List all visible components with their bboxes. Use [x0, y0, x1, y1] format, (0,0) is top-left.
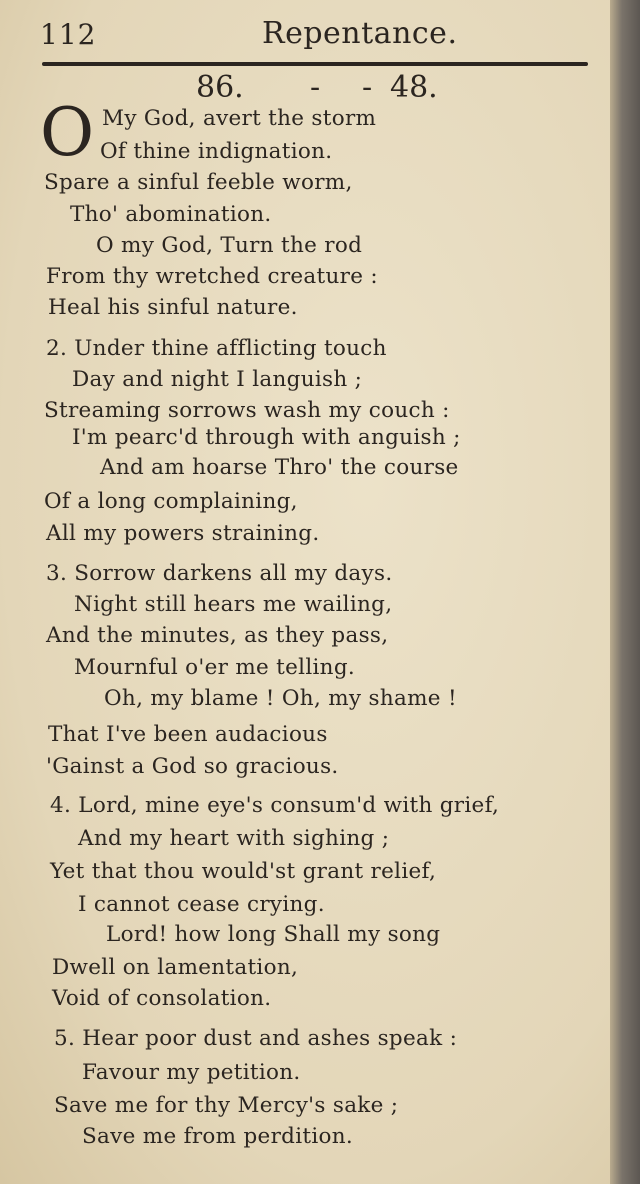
- verse-line: Night still hears me wailing,: [74, 592, 393, 617]
- verse-line: My God, avert the storm: [102, 106, 377, 131]
- header-rule: [42, 62, 588, 66]
- verse-line: Save me from perdition.: [82, 1124, 354, 1149]
- verse-line: Mournful o'er me telling.: [74, 655, 356, 680]
- verse-line: I'm pearc'd through with anguish ;: [72, 425, 461, 450]
- verse-line: O my God, Turn the rod: [96, 233, 363, 258]
- verse-line: 2. Under thine afflicting touch: [46, 336, 387, 361]
- verse-line: 3. Sorrow darkens all my days.: [46, 561, 393, 586]
- verse-line: Of a long complaining,: [44, 489, 298, 514]
- verse-line: That I've been audacious: [48, 722, 328, 747]
- verse-line: And am hoarse Thro' the course: [100, 455, 459, 480]
- verse-line: Day and night I languish ;: [72, 367, 363, 392]
- tune-dash: -: [362, 70, 373, 105]
- verse-line: And my heart with sighing ;: [78, 826, 390, 851]
- verse-line: Heal his sinful nature.: [48, 295, 298, 320]
- drop-cap: O: [40, 94, 95, 171]
- verse-line: Save me for thy Mercy's sake ;: [54, 1093, 399, 1118]
- verse-line: Yet that thou would'st grant relief,: [50, 859, 437, 884]
- verse-line: I cannot cease crying.: [78, 892, 325, 917]
- verse-line: Streaming sorrows wash my couch :: [44, 398, 450, 423]
- verse-line: Of thine indignation.: [100, 139, 333, 164]
- verse-line: Spare a sinful feeble worm,: [44, 170, 353, 195]
- page-title: Repentance.: [262, 16, 458, 51]
- verse-line: 'Gainst a God so gracious.: [46, 754, 339, 779]
- running-head: [40, 14, 590, 54]
- verse-line: From thy wretched creature :: [46, 264, 378, 289]
- tune-number: 86.: [196, 70, 244, 105]
- verse-line: Oh, my blame ! Oh, my shame !: [104, 686, 457, 711]
- verse-line: Lord! how long Shall my song: [106, 922, 441, 947]
- verse-line: Favour my petition.: [82, 1060, 301, 1085]
- verse-line: Dwell on lamentation,: [52, 955, 299, 980]
- tune-meter: 48.: [390, 70, 438, 105]
- verse-line: And the minutes, as they pass,: [46, 623, 389, 648]
- verse-line: Void of consolation.: [52, 986, 272, 1011]
- page-number: 112: [40, 18, 97, 51]
- page-edge: [610, 0, 640, 1184]
- verse-line: All my powers straining.: [46, 521, 320, 546]
- verse-line: Tho' abomination.: [70, 202, 272, 227]
- verse-line: 5. Hear poor dust and ashes speak :: [54, 1026, 458, 1051]
- verse-line: 4. Lord, mine eye's consum'd with grief,: [50, 793, 500, 818]
- tune-dash: -: [310, 70, 321, 105]
